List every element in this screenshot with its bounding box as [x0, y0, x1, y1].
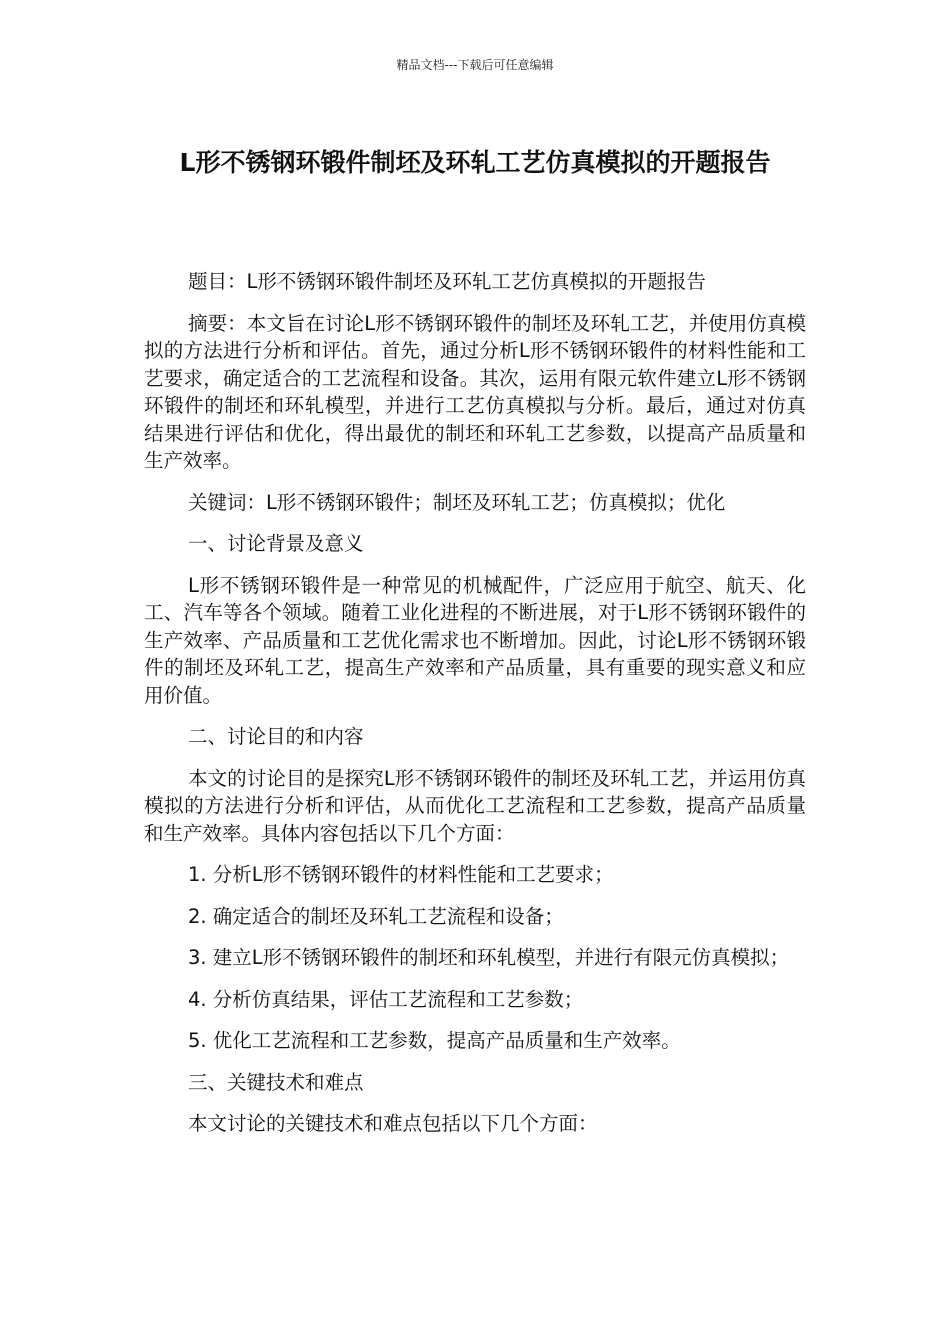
- list-item: 2. 确定适合的制坯及环轧工艺流程和设备；: [188, 904, 564, 928]
- keywords-line: 关键词：L形不锈钢环锻件；制坯及环轧工艺；仿真模拟；优化: [188, 490, 726, 514]
- purpose-paragraph: 本文的讨论目的是探究L形不锈钢环锻件的制坯及环轧工艺，并运用仿真模拟的方法进行分析和评估，从而优化工艺流程和工艺参数，提高产品质量和生产效率。具体内容包括以下几个方面：: [144, 766, 806, 845]
- list-item: 3. 建立L形不锈钢环锻件的制坯和环轧模型，并进行有限元仿真模拟；: [188, 946, 790, 969]
- section-heading-purpose: 二、讨论目的和内容: [188, 725, 364, 748]
- section-heading-background: 一、讨论背景及意义: [188, 532, 364, 555]
- document-title: L形不锈钢环锻件制坯及环轧工艺仿真模拟的开题报告: [179, 148, 771, 177]
- subject-line: 题目：L形不锈钢环锻件制坯及环轧工艺仿真模拟的开题报告: [188, 270, 706, 293]
- background-paragraph: L形不锈钢环锻件是一种常见的机械配件，广泛应用于航空、航天、化工、汽车等各个领域。随着工业化进程的不断进展，对于L形不锈钢环锻件的生产效率、产品质量和工艺优化需求也不断增加。因此，讨论L形不锈钢环锻件的制坯及环轧工艺，提高生产效率和产品质量，具有重要的现实意义和应用价值。: [144, 573, 806, 707]
- list-item: 5. 优化工艺流程和工艺参数，提高产品质量和生产效率。: [188, 1029, 681, 1052]
- list-item: 1. 分析L形不锈钢环锻件的材料性能和工艺要求；: [188, 863, 614, 886]
- document-body: [144, 268, 806, 1152]
- list-item: 4. 分析仿真结果，评估工艺流程和工艺参数；: [188, 987, 584, 1011]
- key-tech-intro: 本文讨论的关键技术和难点包括以下几个方面：: [188, 1112, 598, 1135]
- abstract-paragraph: 摘要：本文旨在讨论L形不锈钢环锻件的制坯及环轧工艺，并使用仿真模拟的方法进行分析和评估。首先，通过分析L形不锈钢环锻件的材料性能和工艺要求，确定适合的工艺流程和设备。其次，运用有限元软件建立L形不锈钢环锻件的制坯和环轧模型，并进行工艺仿真模拟与分析。最后，通过对仿真结果进行评估和优化，得出最优的制坯和环轧工艺参数，以提高产品质量和生产效率。: [144, 311, 806, 472]
- section-heading-key-tech: 三、关键技术和难点: [188, 1070, 364, 1094]
- header-note: 精品文档---下载后可任意编辑: [396, 58, 554, 72]
